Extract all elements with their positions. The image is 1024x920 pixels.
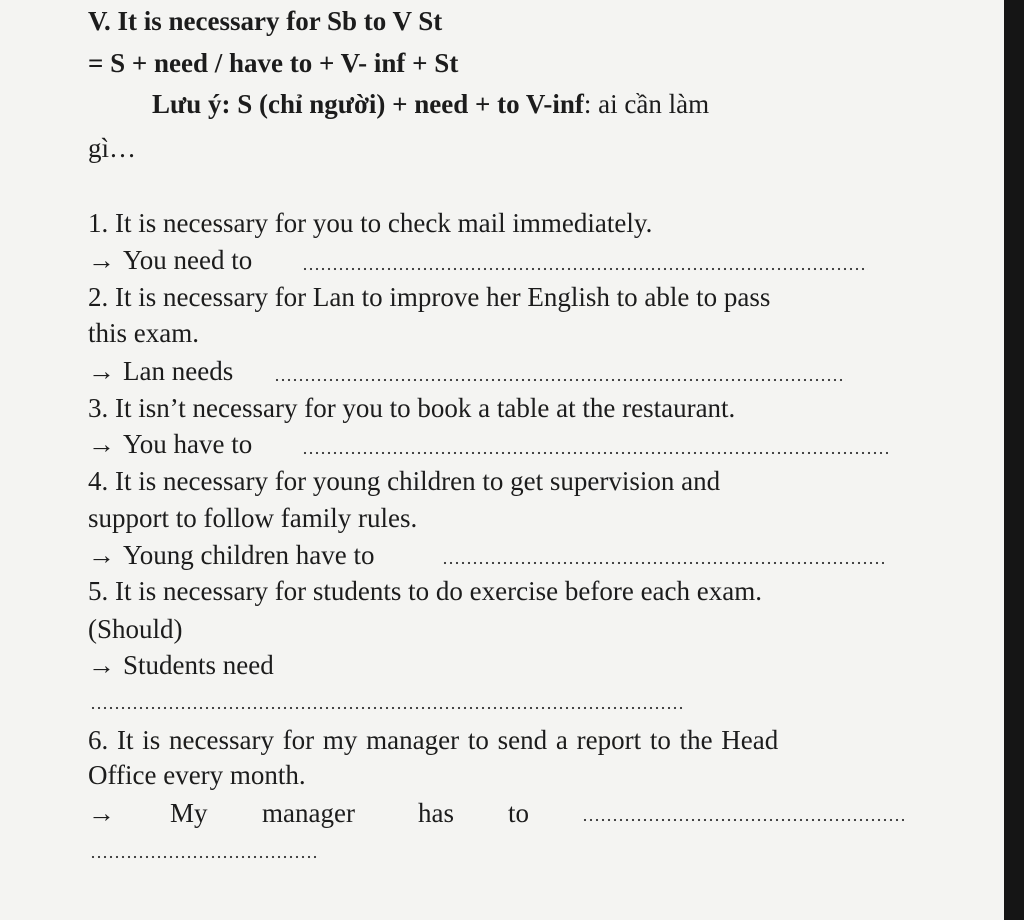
exercise-5-prompt-line2: (Should)	[88, 614, 183, 644]
exercise-2-prompt-line1: 2. It is necessary for Lan to improve her English to able to pass	[88, 282, 771, 312]
exercise-5-answer-stem: Students need	[123, 650, 274, 680]
exercise-4-answer-stem: Young children have to	[123, 540, 375, 570]
dark-edge	[1004, 0, 1024, 920]
exercise-3-answer-blank[interactable]	[302, 451, 888, 455]
exercise-5-prompt-line1: 5. It is necessary for students to do exercise before each exam.	[88, 576, 762, 606]
exercise-3-answer-stem: You have to	[123, 429, 253, 459]
exercise-1-prompt: 1. It is necessary for you to check mail immediately.	[88, 208, 653, 238]
structure-formula: = S + need / have to + V- inf + St	[88, 48, 459, 78]
exercise-1-answer-blank[interactable]	[302, 267, 868, 271]
note-line	[152, 89, 709, 119]
exercise-2-answer-blank[interactable]	[274, 378, 846, 382]
exercise-3-prompt: 3. It isn’t necessary for you to book a table at the restaurant.	[88, 393, 736, 423]
exercise-4-answer-blank[interactable]	[442, 561, 884, 565]
exercise-2-answer-stem: Lan needs	[123, 356, 234, 386]
arrow-icon: →	[88, 245, 115, 275]
exercise-4-prompt-line1: 4. It is necessary for young children to get supervision and	[88, 466, 721, 496]
section-title: V. It is necessary for Sb to V St	[88, 6, 443, 36]
exercise-6-answer-blank-line2[interactable]	[90, 855, 320, 859]
exercise-5-answer-row	[88, 650, 274, 680]
exercise-6-prompt-line2: Office every month.	[88, 760, 306, 790]
exercise-6-prompt-line1: 6. It is necessary for my manager to send a report to the Head	[88, 725, 779, 755]
exercise-6-answer-blank-line1[interactable]	[582, 818, 904, 822]
exercise-2-prompt-line2: this exam.	[88, 318, 199, 348]
exercise-1-answer-stem: You need to	[123, 245, 253, 275]
exercise-3-answer-row	[88, 429, 252, 459]
arrow-icon: →	[88, 798, 115, 828]
exercise-5-answer-blank[interactable]	[90, 706, 684, 710]
arrow-icon: →	[88, 429, 115, 459]
exercise-2-answer-row	[88, 356, 233, 386]
note-suffix: : ai cần làm	[583, 89, 710, 119]
exercise-4-answer-row	[88, 540, 374, 570]
note-continuation: gì…	[88, 133, 137, 163]
exercise-4-prompt-line2: support to follow family rules.	[88, 503, 418, 533]
answer-word-has: has	[418, 798, 454, 828]
exercise-1-answer-row	[88, 245, 252, 275]
arrow-icon: →	[88, 356, 115, 386]
answer-word-to: to	[508, 798, 530, 828]
note-prefix: Lưu ý: S (chỉ người) + need + to V-inf	[152, 89, 584, 119]
arrow-icon: →	[88, 540, 115, 570]
answer-word-manager: manager	[262, 798, 355, 828]
exercise-6-answer-row	[88, 798, 568, 828]
arrow-icon: →	[88, 650, 115, 680]
answer-word-my: My	[170, 798, 208, 828]
